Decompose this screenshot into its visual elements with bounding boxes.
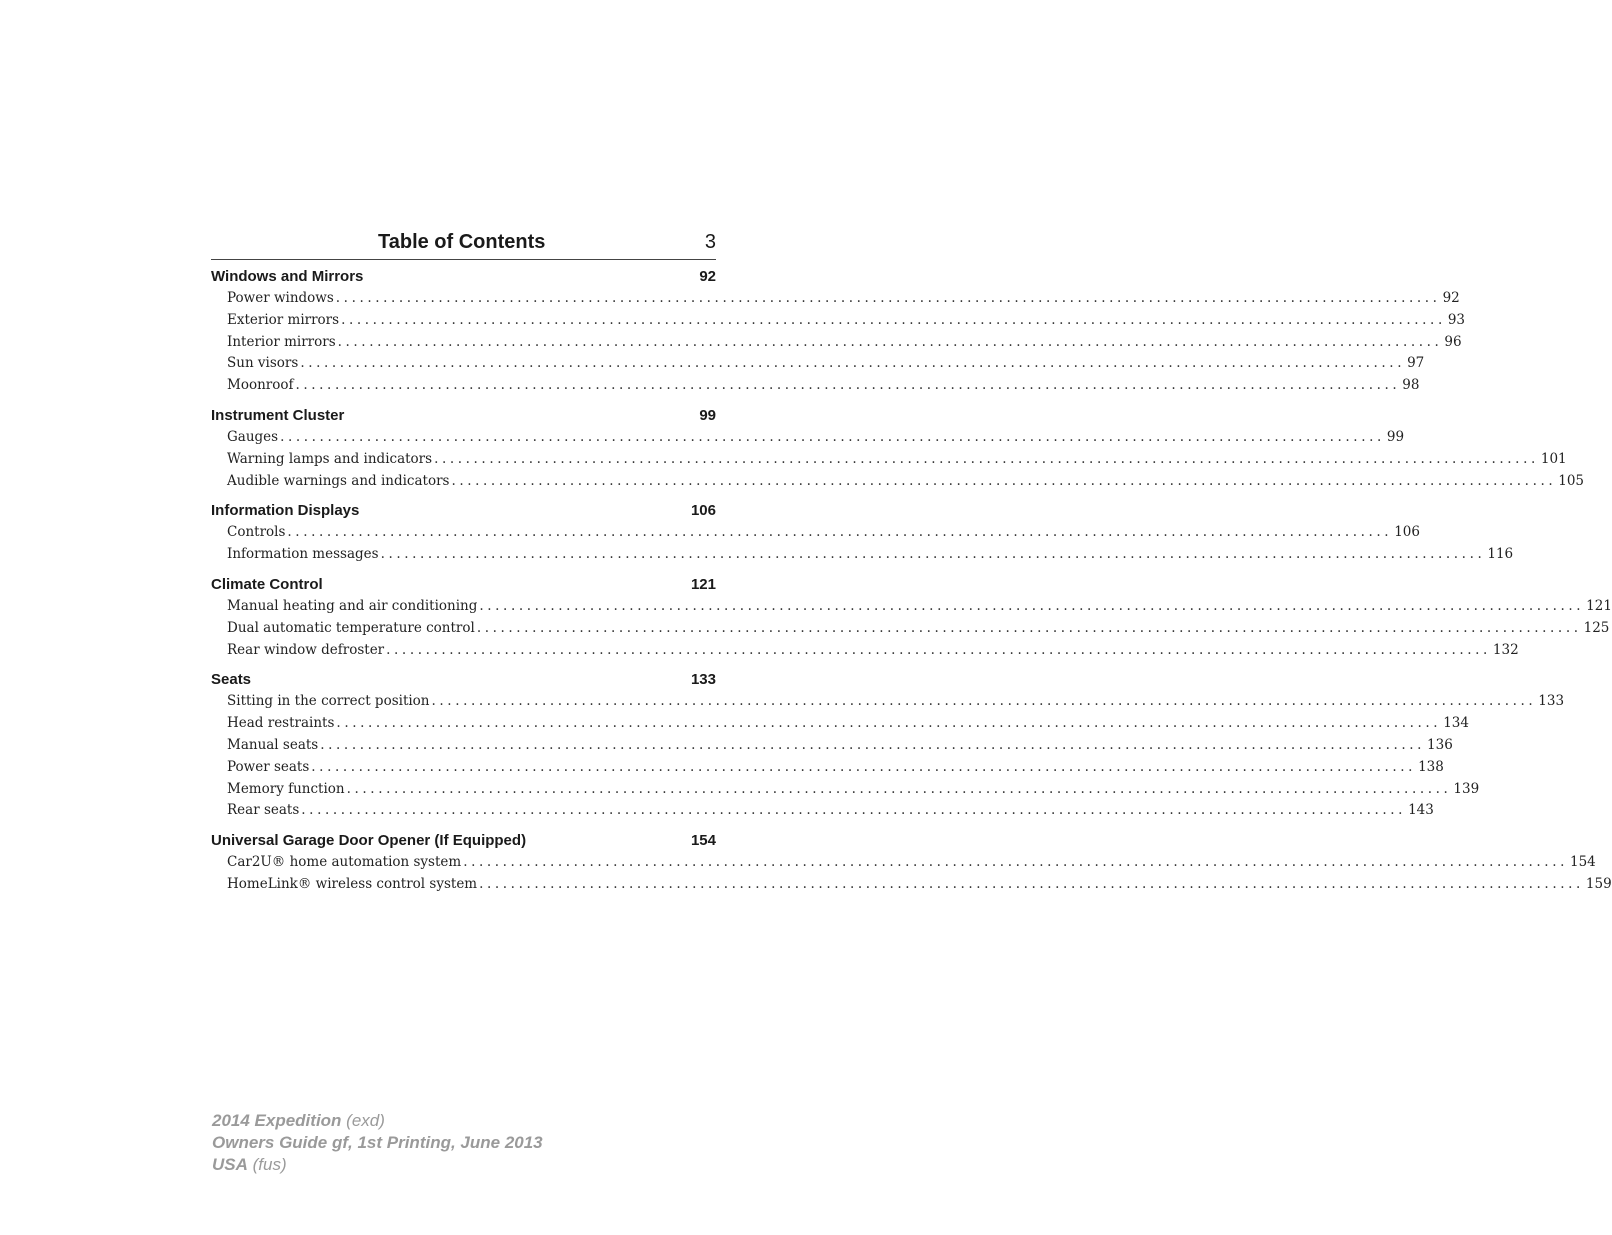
entry-page: 105	[1558, 472, 1585, 489]
entry-label: Moonroof	[227, 377, 294, 394]
section-title: Seats	[211, 671, 252, 689]
dot-leader: ............................................................................................................................................	[476, 619, 1582, 636]
toc-entry[interactable]	[211, 800, 1434, 822]
dot-leader: ............................................................................................................................................	[301, 802, 1407, 819]
footer-market: USA	[212, 1155, 248, 1174]
entry-label: Dual automatic temperature control	[227, 619, 475, 636]
entry-page: 121	[1586, 597, 1612, 614]
section-page: 106	[690, 502, 716, 520]
toc-section	[211, 830, 1612, 896]
toc-entry[interactable]	[211, 874, 1612, 896]
entry-label: Power windows	[227, 290, 334, 306]
toc-entry[interactable]	[211, 375, 1420, 397]
entry-page: 159	[1585, 875, 1612, 892]
section-heading[interactable]	[211, 669, 716, 691]
dot-leader: ............................................................................................................................................	[280, 428, 1385, 445]
section-heading[interactable]	[211, 266, 716, 288]
section-title: Information Displays	[211, 502, 360, 520]
page-title: Table of Contents	[378, 231, 546, 253]
footer-line-1	[212, 1110, 543, 1132]
entry-label: Interior mirrors	[227, 333, 336, 350]
section-page: 154	[690, 832, 716, 850]
entry-page: 125	[1583, 619, 1610, 636]
entry-page: 97	[1407, 355, 1425, 372]
entry-label: Manual heating and air conditioning	[227, 597, 478, 614]
footer-line-3	[212, 1154, 543, 1176]
dot-leader: ............................................................................................................................................	[295, 377, 1401, 394]
entry-page: 134	[1443, 715, 1469, 732]
entry-label: Car2U® home automation system	[227, 854, 462, 871]
section-heading[interactable]	[211, 500, 716, 522]
section-title: Universal Garage Door Opener (If Equipped)	[211, 832, 527, 850]
entry-page: 139	[1453, 780, 1480, 797]
entry-label: Manual seats	[227, 736, 319, 753]
toc-entry[interactable]	[211, 713, 1469, 735]
toc-entry[interactable]	[211, 471, 1585, 493]
dot-leader: ............................................................................................................................................	[337, 333, 1443, 350]
entry-page: 96	[1444, 333, 1462, 350]
toc-entry[interactable]	[211, 691, 1565, 713]
footer-line-2: Owners Guide gf, 1st Printing, June 2013	[212, 1133, 543, 1152]
toc-entry[interactable]	[211, 288, 1460, 310]
dot-leader: ............................................................................................................................................	[380, 546, 1486, 563]
toc-entry[interactable]	[211, 596, 1612, 618]
entry-label: Memory function	[227, 780, 345, 797]
entry-page: 106	[1394, 524, 1420, 541]
dot-leader: ............................................................................................................................................	[434, 450, 1539, 467]
toc-entry[interactable]	[211, 735, 1453, 757]
section-heading[interactable]	[211, 574, 716, 596]
toc-section	[211, 405, 1585, 492]
dot-leader: ............................................................................................................................................	[311, 758, 1417, 775]
toc-entry[interactable]	[211, 852, 1596, 874]
dot-leader: ............................................................................................................................................	[479, 597, 1585, 614]
dot-leader: ............................................................................................................................................	[463, 854, 1568, 871]
footer-market-code: (fus)	[247, 1155, 287, 1174]
entry-label: Rear window defroster	[227, 641, 385, 658]
entry-label: Warning lamps and indicators	[227, 450, 433, 467]
entry-page: 132	[1492, 641, 1519, 658]
section-title: Climate Control	[211, 575, 323, 593]
entry-label: HomeLink® wireless control system	[227, 875, 478, 892]
toc-section	[211, 574, 1612, 661]
entry-label: Power seats	[227, 758, 310, 775]
toc-entry[interactable]	[211, 449, 1567, 471]
entry-page: 154	[1569, 854, 1596, 871]
entry-label: Sitting in the correct position	[227, 693, 430, 710]
entry-page: 92	[1442, 290, 1460, 306]
entry-page: 98	[1402, 377, 1420, 394]
document-footer	[212, 1110, 543, 1176]
dot-leader: ............................................................................................................................................	[320, 736, 1426, 753]
toc-section	[211, 500, 1514, 566]
toc-entry[interactable]	[211, 310, 1466, 332]
toc-entry[interactable]	[211, 544, 1514, 566]
toc-entry[interactable]	[211, 779, 1480, 801]
entry-label: Rear seats	[227, 802, 300, 819]
section-title: Windows and Mirrors	[211, 268, 364, 285]
toc-entry[interactable]	[211, 522, 1420, 544]
entry-label: Sun visors	[227, 355, 299, 372]
footer-model-code: (exd)	[341, 1111, 385, 1130]
dot-leader: ............................................................................................................................................	[300, 355, 1406, 372]
entry-label: Controls	[227, 524, 286, 541]
footer-model: 2014 Expedition	[212, 1111, 342, 1130]
section-page: 99	[699, 406, 716, 424]
section-heading[interactable]	[211, 405, 716, 427]
toc-section	[211, 266, 1466, 397]
entry-label: Head restraints	[227, 715, 335, 732]
toc-entry[interactable]	[211, 353, 1425, 375]
dot-leader: ............................................................................................................................................	[336, 715, 1442, 732]
dot-leader: ............................................................................................................................................	[431, 693, 1537, 710]
dot-leader: ............................................................................................................................................	[386, 641, 1491, 658]
toc-entry[interactable]	[211, 757, 1444, 779]
dot-leader: ............................................................................................................................................	[287, 524, 1393, 541]
entry-page: 99	[1386, 428, 1405, 445]
entry-page: 138	[1418, 758, 1444, 775]
entry-label: Gauges	[227, 428, 279, 445]
entry-page: 101	[1540, 450, 1567, 467]
dot-leader: ............................................................................................................................................	[335, 290, 1441, 306]
page-number: 3	[704, 231, 716, 253]
entry-label: Information messages	[227, 546, 379, 563]
section-page: 92	[699, 268, 716, 285]
section-title: Instrument Cluster	[211, 406, 345, 424]
toc-entry[interactable]	[211, 640, 1519, 662]
dot-leader: ............................................................................................................................................	[451, 472, 1557, 489]
page-header	[211, 228, 716, 260]
section-heading[interactable]	[211, 830, 716, 852]
dot-leader: ............................................................................................................................................	[479, 875, 1584, 892]
section-page: 121	[690, 575, 716, 593]
toc-entry[interactable]	[211, 618, 1610, 640]
toc-entry[interactable]	[211, 427, 1405, 449]
toc-section	[211, 669, 1565, 822]
entry-label: Audible warnings and indicators	[227, 472, 450, 489]
dot-leader: ............................................................................................................................................	[341, 311, 1446, 328]
dot-leader: ............................................................................................................................................	[346, 780, 1452, 797]
entry-page: 143	[1408, 802, 1434, 819]
toc-entry[interactable]	[211, 332, 1462, 354]
entry-label: Exterior mirrors	[227, 311, 340, 328]
entry-page: 136	[1427, 736, 1453, 753]
section-page: 133	[690, 671, 716, 689]
entry-page: 133	[1538, 693, 1565, 710]
table-of-contents	[211, 266, 1612, 904]
entry-page: 93	[1447, 311, 1466, 328]
entry-page: 116	[1487, 546, 1514, 563]
